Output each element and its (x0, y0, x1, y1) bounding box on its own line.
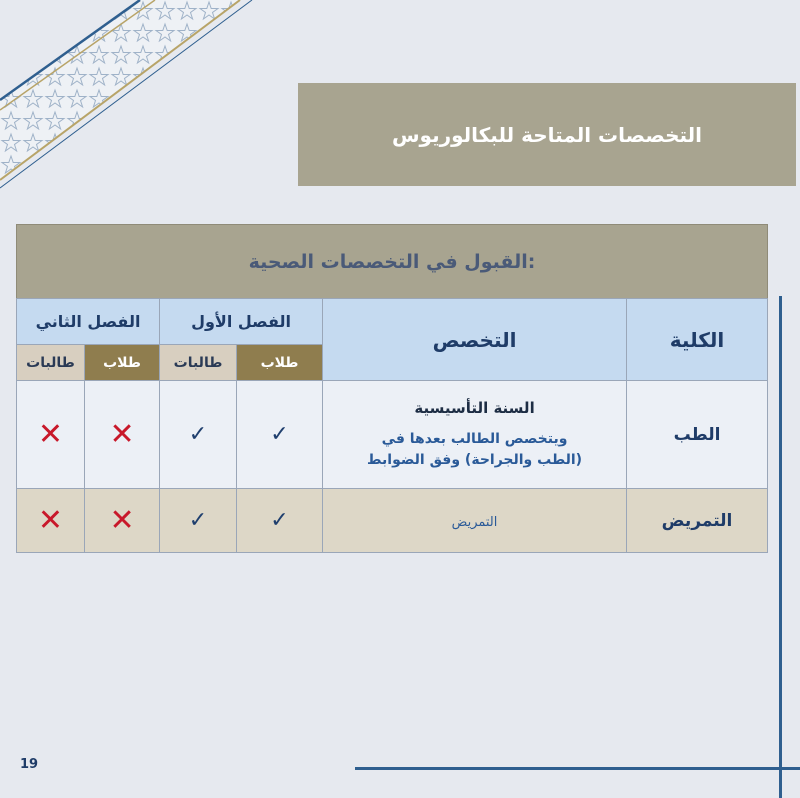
faculty-name: الطب (673, 424, 721, 445)
admission-table (16, 298, 768, 553)
page-title-box (298, 83, 796, 186)
s1-male-cell (237, 381, 323, 489)
decorative-star-band (0, 0, 270, 200)
s1-female-cell (160, 381, 237, 489)
checkmark-icon: ✓ (270, 421, 289, 447)
spec-title: السنة التأسيسية (414, 398, 535, 417)
s1-female-header: طالبات (160, 345, 237, 381)
decorative-vertical-rule (779, 296, 782, 798)
x-mark-icon: ✕ (109, 502, 135, 538)
faculty-name: التمريض (661, 510, 733, 531)
section-title: القبول في التخصصات الصحية: (248, 251, 536, 273)
section-header (16, 224, 768, 299)
faculty-cell (627, 381, 768, 489)
table-row (17, 489, 768, 553)
table-header-row (17, 299, 768, 345)
specialization-cell (323, 381, 627, 489)
spec-desc-line1: ويتخصص الطالب بعدها في (381, 430, 568, 447)
table-row (17, 381, 768, 489)
checkmark-icon: ✓ (270, 507, 289, 533)
page-number: 19 (20, 757, 39, 772)
specialization-cell (323, 489, 627, 553)
faculty-cell (627, 489, 768, 553)
decorative-horizontal-rule (355, 767, 800, 770)
header-faculty: الكلية (627, 299, 768, 381)
header-specialization: التخصص (323, 299, 627, 381)
s1-female-cell (160, 489, 237, 553)
spec-desc-line2: (الطب والجراحة) وفق الضوابط (367, 451, 583, 468)
s2-female-cell (17, 381, 85, 489)
x-mark-icon: ✕ (37, 416, 64, 452)
s2-female-header: طالبات (17, 345, 85, 381)
s1-male-header: طلاب (237, 345, 323, 381)
spec-name: التمريض (451, 515, 498, 530)
s2-male-header: طلاب (85, 345, 160, 381)
checkmark-icon: ✓ (188, 507, 208, 533)
s1-male-cell (237, 489, 323, 553)
x-mark-icon: ✕ (37, 502, 64, 538)
page-title: التخصصات المتاحة للبكالوريوس (391, 122, 703, 147)
header-semester-2: الفصل الثاني (17, 299, 160, 345)
s2-female-cell (17, 489, 85, 553)
s2-male-cell (85, 489, 160, 553)
checkmark-icon: ✓ (188, 421, 208, 447)
x-mark-icon: ✕ (109, 416, 135, 452)
header-semester-1: الفصل الأول (160, 299, 323, 345)
s2-male-cell (85, 381, 160, 489)
